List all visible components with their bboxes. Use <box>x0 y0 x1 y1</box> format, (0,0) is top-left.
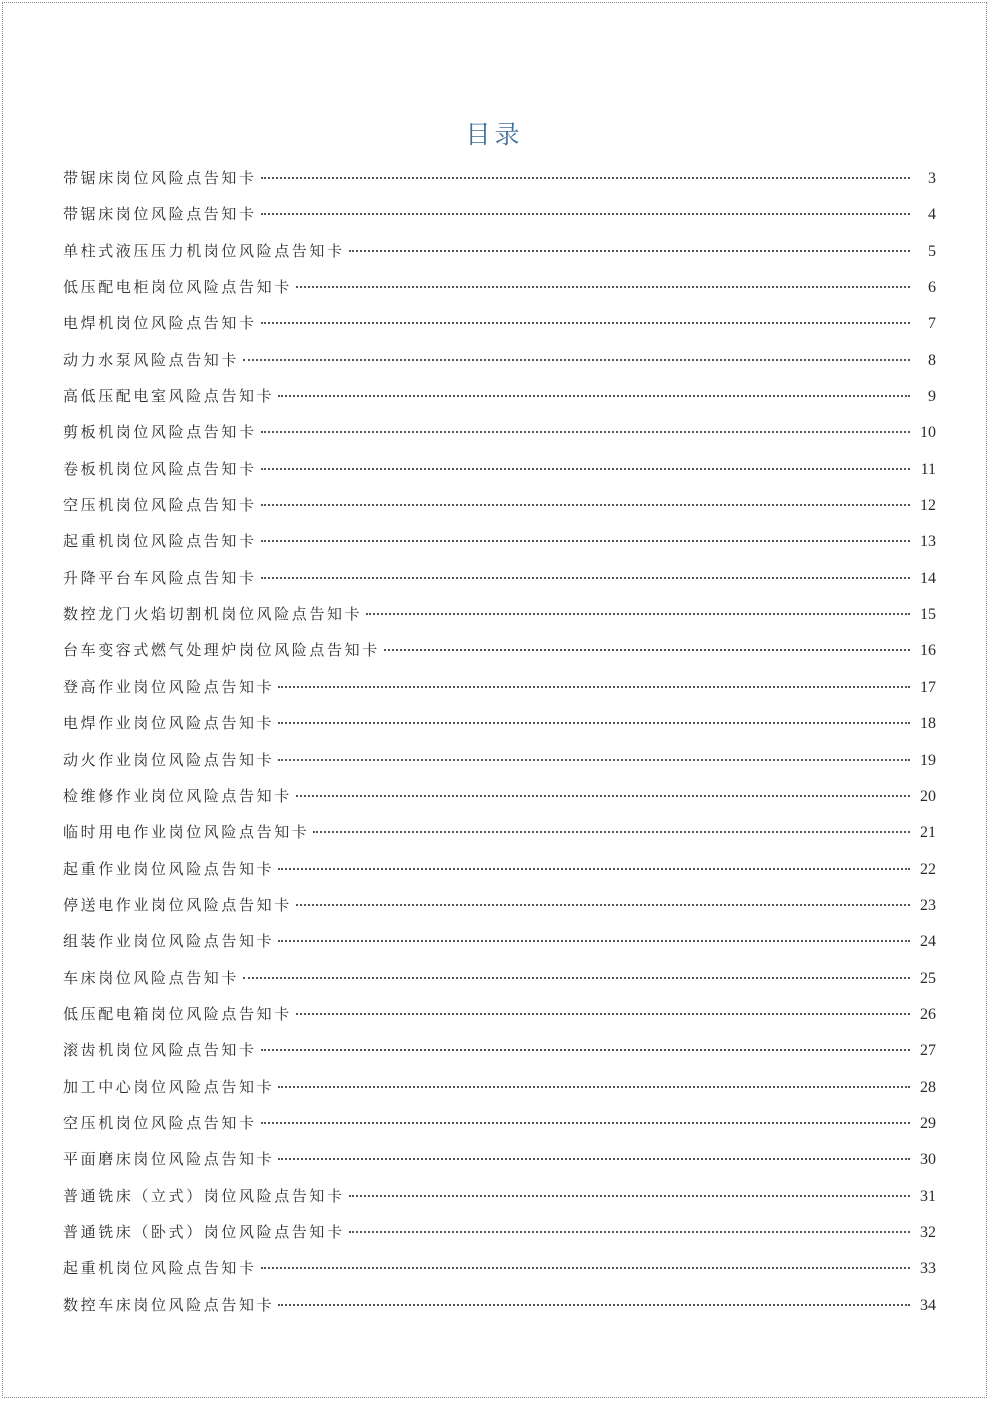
toc-entry-page-number: 34 <box>920 1296 936 1314</box>
dot-leader <box>278 722 910 724</box>
toc-entry-label[interactable]: 起重机岗位风险点告知卡 <box>63 1259 257 1278</box>
toc-entry[interactable] <box>63 1141 936 1177</box>
toc-entry[interactable] <box>63 523 936 559</box>
dot-leader <box>261 1049 910 1051</box>
toc-entry-page-number: 19 <box>920 751 936 769</box>
dot-leader <box>349 250 910 252</box>
toc-entry[interactable] <box>63 669 936 705</box>
dot-leader <box>296 795 910 797</box>
dot-leader <box>278 759 910 761</box>
toc-list <box>63 160 936 1323</box>
dot-leader <box>278 686 910 688</box>
toc-entry[interactable] <box>63 705 936 741</box>
dot-leader <box>278 395 910 397</box>
dot-leader <box>261 1122 910 1124</box>
toc-entry-label[interactable]: 登高作业岗位风险点告知卡 <box>63 677 275 696</box>
dot-leader <box>278 868 910 870</box>
toc-entry-page-number: 14 <box>920 569 936 587</box>
toc-entry-page-number: 29 <box>920 1114 936 1132</box>
toc-title: 目录 <box>465 120 524 149</box>
dot-leader <box>261 504 910 506</box>
toc-entry-label[interactable]: 数控龙门火焰切割机岗位风险点告知卡 <box>63 605 363 624</box>
toc-entry[interactable] <box>63 814 936 850</box>
toc-entry-page-number: 32 <box>920 1223 936 1241</box>
toc-entry[interactable] <box>63 196 936 232</box>
dot-leader <box>261 431 910 433</box>
toc-entry-page-number: 31 <box>920 1187 936 1205</box>
dot-leader <box>384 649 910 651</box>
toc-entry-page-number: 18 <box>920 715 936 733</box>
toc-entry-label[interactable]: 临时用电作业岗位风险点告知卡 <box>63 823 310 842</box>
dot-leader <box>349 1195 910 1197</box>
toc-entry[interactable] <box>63 305 936 341</box>
toc-entry-page-number: 22 <box>920 860 936 878</box>
toc-entry-page-number: 11 <box>920 460 936 478</box>
toc-entry[interactable] <box>63 378 936 414</box>
dot-leader <box>261 213 910 215</box>
toc-entry[interactable] <box>63 778 936 814</box>
dot-leader <box>296 1013 910 1015</box>
toc-entry-label[interactable]: 卷板机岗位风险点告知卡 <box>63 459 257 478</box>
toc-entry[interactable] <box>63 1032 936 1068</box>
toc-entry-label[interactable]: 高低压配电室风险点告知卡 <box>63 387 275 406</box>
toc-entry[interactable] <box>63 887 936 923</box>
dot-leader <box>278 1304 910 1306</box>
toc-entry[interactable] <box>63 269 936 305</box>
dot-leader <box>243 977 910 979</box>
toc-entry-label[interactable]: 车床岗位风险点告知卡 <box>63 968 240 987</box>
dot-leader <box>349 1231 910 1233</box>
toc-entry-label[interactable]: 动力水泵风险点告知卡 <box>63 350 240 369</box>
toc-entry[interactable] <box>63 487 936 523</box>
toc-entry-page-number: 12 <box>920 497 936 515</box>
toc-entry-page-number: 15 <box>920 606 936 624</box>
toc-entry[interactable] <box>63 451 936 487</box>
toc-entry-label[interactable]: 普通铣床（立式）岗位风险点告知卡 <box>63 1186 345 1205</box>
toc-entry[interactable] <box>63 1214 936 1250</box>
toc-entry-page-number: 7 <box>928 315 936 333</box>
toc-entry-label[interactable]: 低压配电箱岗位风险点告知卡 <box>63 1004 292 1023</box>
toc-entry[interactable] <box>63 1105 936 1141</box>
toc-entry-label[interactable]: 停送电作业岗位风险点告知卡 <box>63 895 292 914</box>
toc-entry-page-number: 25 <box>920 969 936 987</box>
toc-entry-label[interactable]: 单柱式液压压力机岗位风险点告知卡 <box>63 241 345 260</box>
toc-entry-label[interactable]: 平面磨床岗位风险点告知卡 <box>63 1150 275 1169</box>
toc-entry-page-number: 13 <box>920 533 936 551</box>
toc-entry[interactable] <box>63 1069 936 1105</box>
toc-entry-label[interactable]: 数控车床岗位风险点告知卡 <box>63 1295 275 1314</box>
toc-entry-label[interactable]: 起重作业岗位风险点告知卡 <box>63 859 275 878</box>
toc-entry-page-number: 8 <box>928 351 936 369</box>
toc-entry-label[interactable]: 滚齿机岗位风险点告知卡 <box>63 1041 257 1060</box>
toc-entry[interactable] <box>63 414 936 450</box>
toc-entry-page-number: 16 <box>920 642 936 660</box>
toc-entry[interactable] <box>63 851 936 887</box>
toc-entry[interactable] <box>63 632 936 668</box>
toc-entry[interactable] <box>63 160 936 196</box>
toc-entry-label[interactable]: 带锯床岗位风险点告知卡 <box>63 205 257 224</box>
dot-leader <box>278 1158 910 1160</box>
toc-entry-page-number: 3 <box>928 170 936 187</box>
dot-leader <box>296 904 910 906</box>
toc-entry-label[interactable]: 电焊作业岗位风险点告知卡 <box>63 714 275 733</box>
toc-entry[interactable] <box>63 996 936 1032</box>
toc-entry-page-number: 26 <box>920 1005 936 1023</box>
toc-entry-label[interactable]: 电焊机岗位风险点告知卡 <box>63 314 257 333</box>
toc-entry-page-number: 21 <box>920 824 936 842</box>
toc-entry[interactable] <box>63 596 936 632</box>
dot-leader <box>366 613 910 615</box>
dot-leader <box>278 1086 910 1088</box>
toc-entry-label[interactable]: 空压机岗位风险点告知卡 <box>63 496 257 515</box>
toc-entry-label[interactable]: 低压配电柜岗位风险点告知卡 <box>63 278 292 297</box>
toc-entry[interactable] <box>63 1250 936 1286</box>
dot-leader <box>243 359 910 361</box>
toc-entry[interactable] <box>63 1178 936 1214</box>
toc-entry-label[interactable]: 剪板机岗位风险点告知卡 <box>63 423 257 442</box>
dot-leader <box>261 540 910 542</box>
toc-entry-label[interactable]: 起重机岗位风险点告知卡 <box>63 532 257 551</box>
toc-entry[interactable] <box>63 233 936 269</box>
toc-entry-label[interactable]: 普通铣床（卧式）岗位风险点告知卡 <box>63 1222 345 1241</box>
toc-entry-page-number: 10 <box>920 424 936 442</box>
toc-entry-page-number: 20 <box>920 787 936 805</box>
toc-entry-page-number: 9 <box>928 388 936 406</box>
toc-entry-page-number: 30 <box>920 1151 936 1169</box>
toc-entry-page-number: 4 <box>928 206 936 224</box>
toc-entry[interactable] <box>63 1287 936 1323</box>
toc-entry[interactable] <box>63 923 936 959</box>
toc-entry[interactable] <box>63 560 936 596</box>
dot-leader <box>261 1267 910 1269</box>
dot-leader <box>313 831 910 833</box>
toc-entry-label[interactable]: 加工中心岗位风险点告知卡 <box>63 1077 275 1096</box>
toc-entry-label[interactable]: 空压机岗位风险点告知卡 <box>63 1113 257 1132</box>
toc-entry-page-number: 24 <box>920 933 936 951</box>
dot-leader <box>296 286 910 288</box>
toc-entry-label[interactable]: 升降平台车风险点告知卡 <box>63 568 257 587</box>
dot-leader <box>278 940 910 942</box>
dot-leader <box>261 322 910 324</box>
toc-entry-label[interactable]: 带锯床岗位风险点告知卡 <box>63 169 257 187</box>
toc-entry-label[interactable]: 组装作业岗位风险点告知卡 <box>63 932 275 951</box>
toc-entry[interactable] <box>63 960 936 996</box>
toc-entry-page-number: 23 <box>920 896 936 914</box>
toc-entry[interactable] <box>63 742 936 778</box>
document-page <box>2 2 987 1398</box>
toc-entry[interactable] <box>63 342 936 378</box>
toc-entry-page-number: 27 <box>920 1042 936 1060</box>
dot-leader <box>261 468 910 470</box>
toc-entry-page-number: 5 <box>928 242 936 260</box>
dot-leader <box>261 177 910 179</box>
dot-leader <box>261 577 910 579</box>
toc-entry-label[interactable]: 检维修作业岗位风险点告知卡 <box>63 786 292 805</box>
toc-entry-page-number: 28 <box>920 1078 936 1096</box>
toc-entry-page-number: 17 <box>920 678 936 696</box>
toc-entry-label[interactable]: 台车变容式燃气处理炉岗位风险点告知卡 <box>63 641 380 660</box>
toc-entry-page-number: 6 <box>928 279 936 297</box>
toc-entry-page-number: 33 <box>920 1260 936 1278</box>
toc-entry-label[interactable]: 动火作业岗位风险点告知卡 <box>63 750 275 769</box>
